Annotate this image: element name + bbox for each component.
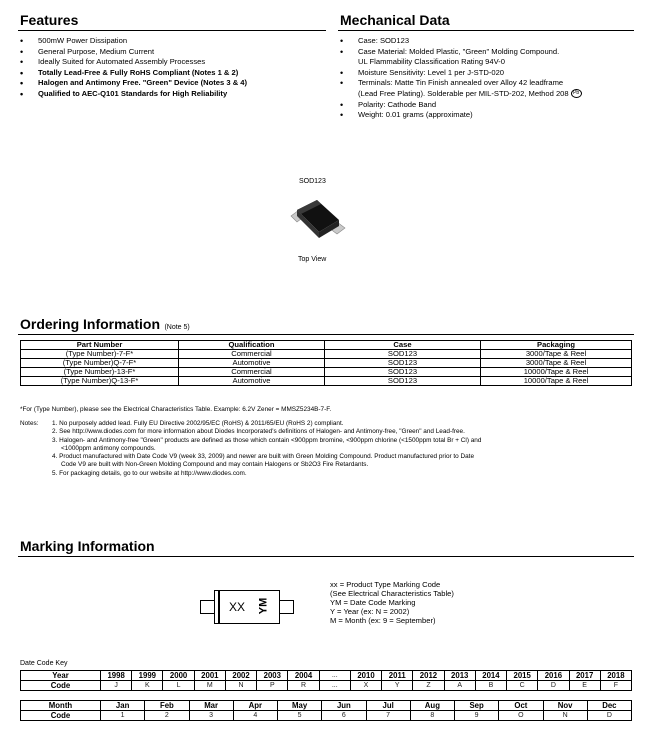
ordering-col-part: Part Number	[21, 341, 179, 350]
month-cell: Aug	[410, 701, 454, 711]
year-cell: 1998	[101, 671, 132, 681]
table-cell: Commercial	[179, 368, 325, 377]
ordering-header	[20, 316, 190, 334]
year-cell: 2001	[194, 671, 225, 681]
month-code-cell: 3	[189, 711, 233, 721]
table-cell: SOD123	[325, 368, 481, 377]
feature-item: • 500mW Power Dissipation	[18, 36, 328, 47]
table-cell: (Type Number)Q-13-F*	[21, 377, 179, 386]
year-cell: 2012	[413, 671, 444, 681]
mechanical-rule	[338, 30, 634, 31]
table-cell: (Type Number)-7-F*	[21, 350, 179, 359]
year-code-cell: C	[507, 681, 538, 691]
month-cell: Jun	[322, 701, 366, 711]
notes-list	[52, 420, 636, 478]
year-code-cell: P	[257, 681, 288, 691]
year-cell: 2017	[569, 671, 600, 681]
month-code-cell: 9	[455, 711, 499, 721]
mech-material-line1: • Case Material: Molded Plastic, "Green" Molding Compound.	[358, 46, 560, 56]
month-cell: May	[278, 701, 322, 711]
mechanical-list	[338, 36, 638, 121]
note-item-cont: <1000ppm antimony compounds.	[61, 444, 156, 452]
table-cell: 10000/Tape & Reel	[481, 368, 632, 377]
note-item: 4. Product manufactured with Date Code V9 (week 33, 2009) and newer are built with Green Molding Compound. Product manufactured prior to Date	[52, 453, 475, 461]
mech-material-line2: UL Flammability Classification Rating 94V-0	[358, 57, 506, 67]
year-cell: 2016	[538, 671, 569, 681]
mech-weight: • Weight: 0.01 grams (approximate)	[338, 110, 638, 121]
date-code-title: Date Code Key	[20, 660, 68, 667]
year-code-cell: J	[101, 681, 132, 691]
year-cell: 2011	[382, 671, 413, 681]
marking-xx: XX	[229, 600, 246, 614]
mech-terminals	[338, 78, 638, 99]
marking-legend-line: (See Electrical Characteristics Table)	[330, 589, 454, 598]
year-cell: 2015	[507, 671, 538, 681]
month-code-cell: 8	[410, 711, 454, 721]
feature-item: • Halogen and Antimony Free. "Green" Device (Notes 3 & 4)	[18, 78, 328, 89]
year-label: Year	[21, 671, 101, 681]
marking-legend-line: xx = Product Type Marking Code	[330, 580, 441, 589]
mech-polarity: • Polarity: Cathode Band	[338, 100, 638, 111]
marking-title: Marking Information	[20, 538, 155, 554]
mech-terminals-line1: • Terminals: Matte Tin Finish annealed over Alloy 42 leadframe	[358, 78, 564, 88]
year-code-cell: F	[600, 681, 631, 691]
package-name: SOD123	[299, 178, 326, 185]
ordering-col-case: Case	[325, 341, 481, 350]
table-cell: SOD123	[325, 359, 481, 368]
year-code-cell: R	[288, 681, 319, 691]
year-cell: 2013	[444, 671, 475, 681]
marking-legend-line: M = Month (ex: 9 = September)	[330, 616, 436, 625]
month-code-cell: 4	[233, 711, 277, 721]
month-code-cell: O	[499, 711, 543, 721]
month-code-table	[20, 700, 632, 721]
marking-body	[214, 590, 280, 624]
note-item: 5. For packaging details, go to our website at http://www.diodes.com.	[52, 469, 247, 477]
cathode-band	[218, 591, 220, 623]
features-rule	[18, 30, 326, 31]
year-cell: ...	[319, 671, 350, 681]
ordering-title: Ordering Information	[20, 316, 160, 332]
month-cell: Jul	[366, 701, 410, 711]
ordering-footnote: *For (Type Number), please see the Electrical Characteristics Table. Example: 6.2V Zener = MMSZ5234B-7-F.	[20, 406, 332, 413]
year-code-cell: Y	[382, 681, 413, 691]
table-cell: Commercial	[179, 350, 325, 359]
month-cell: Mar	[189, 701, 233, 711]
year-cell: 1999	[132, 671, 163, 681]
year-code-row	[21, 681, 632, 691]
month-code-cell: D	[587, 711, 631, 721]
month-cell: Dec	[587, 701, 631, 711]
month-cell: Sep	[455, 701, 499, 711]
marking-pad-left	[200, 600, 215, 614]
year-code-cell: B	[475, 681, 506, 691]
month-cell: Oct	[499, 701, 543, 711]
table-cell: (Type Number)Q-7-F*	[21, 359, 179, 368]
features-title: Features	[20, 12, 79, 28]
year-code-cell: L	[163, 681, 194, 691]
table-cell: 10000/Tape & Reel	[481, 377, 632, 386]
note-item: 1. No purposely added lead. Fully EU Directive 2002/95/EC (RoHS) & 2011/65/EU (RoHS 2) compliant.	[52, 420, 344, 427]
note-item-cont: Code V9 are built with Non-Green Molding Compound and may contain Halogens or Sb2O3 Fire Retardants.	[61, 461, 369, 469]
year-cell: 2003	[257, 671, 288, 681]
features-list	[18, 36, 328, 100]
year-cell: 2000	[163, 671, 194, 681]
ordering-col-qual: Qualification	[179, 341, 325, 350]
year-row	[21, 671, 632, 681]
code-label: Code	[21, 711, 101, 721]
table-cell: 3000/Tape & Reel	[481, 350, 632, 359]
year-code-cell: X	[350, 681, 381, 691]
month-cell: Jan	[101, 701, 145, 711]
year-code-cell: N	[225, 681, 256, 691]
month-code-cell: 2	[145, 711, 189, 721]
mechanical-title: Mechanical Data	[340, 12, 450, 28]
feature-item: • General Purpose, Medium Current	[18, 47, 328, 58]
code-label: Code	[21, 681, 101, 691]
mech-case: • Case: SOD123	[338, 36, 638, 47]
table-cell: 3000/Tape & Reel	[481, 359, 632, 368]
mech-terminals-line2	[358, 89, 638, 100]
marking-pad-right	[279, 600, 294, 614]
month-code-cell: 7	[366, 711, 410, 721]
table-cell: Automotive	[179, 377, 325, 386]
mech-terminals-line2-text: (Lead Free Plating). Solderable per MIL-STD-202, Method 208	[358, 88, 569, 98]
year-code-cell: ...	[319, 681, 350, 691]
ordering-note: (Note 5)	[164, 324, 190, 331]
table-cell: SOD123	[325, 350, 481, 359]
month-label: Month	[21, 701, 101, 711]
year-cell: 2002	[225, 671, 256, 681]
notes-label: Notes:	[20, 420, 39, 427]
year-code-cell: K	[132, 681, 163, 691]
package-view: Top View	[298, 256, 327, 263]
feature-item: • Ideally Suited for Automated Assembly Processes	[18, 57, 328, 68]
marking-legend-line: YM = Date Code Marking	[330, 598, 416, 607]
table-cell: SOD123	[325, 377, 481, 386]
year-code-cell: Z	[413, 681, 444, 691]
month-code-cell: 5	[278, 711, 322, 721]
month-row	[21, 701, 632, 711]
month-cell: Nov	[543, 701, 587, 711]
year-code-cell: M	[194, 681, 225, 691]
table-row	[21, 377, 632, 386]
year-cell: 2004	[288, 671, 319, 681]
month-code-cell: 1	[101, 711, 145, 721]
month-code-row	[21, 711, 632, 721]
month-cell: Feb	[145, 701, 189, 711]
year-cell: 2014	[475, 671, 506, 681]
year-code-cell: A	[444, 681, 475, 691]
feature-item: • Totally Lead-Free & Fully RoHS Compliant (Notes 1 & 2)	[18, 68, 328, 79]
month-code-cell: 6	[322, 711, 366, 721]
year-cell: 2018	[600, 671, 631, 681]
note-item: 3. Halogen- and Antimony-free "Green" products are defined as those which contain <900ppm bromine, <900ppm chlorine (<1500ppm total Br + Cl) and	[52, 436, 482, 444]
sod123-package-icon	[283, 194, 351, 246]
pb-free-icon: Pb	[571, 89, 582, 98]
year-code-cell: D	[538, 681, 569, 691]
marking-legend	[330, 580, 454, 625]
month-code-cell: N	[543, 711, 587, 721]
year-code-table	[20, 670, 632, 691]
table-cell: (Type Number)-13-F*	[21, 368, 179, 377]
month-cell: Apr	[233, 701, 277, 711]
note-item: 2. See http://www.diodes.com for more information about Diodes Incorporated's definitions of Halogen- and Antimony-free, "Green" and Lead-free.	[52, 428, 465, 436]
year-code-cell: E	[569, 681, 600, 691]
mech-moisture: • Moisture Sensitivity: Level 1 per J-STD-020	[338, 68, 638, 79]
marking-ym: YM	[257, 597, 270, 615]
marking-diagram	[200, 590, 296, 624]
mech-material	[338, 47, 638, 68]
marking-legend-line: Y = Year (ex: N = 2002)	[330, 607, 410, 616]
ordering-col-pack: Packaging	[481, 341, 632, 350]
table-cell: Automotive	[179, 359, 325, 368]
marking-rule	[18, 556, 634, 557]
year-cell: 2010	[350, 671, 381, 681]
feature-item: • Qualified to AEC-Q101 Standards for High Reliability	[18, 89, 328, 100]
ordering-rule	[18, 334, 634, 335]
ordering-table	[20, 340, 632, 386]
